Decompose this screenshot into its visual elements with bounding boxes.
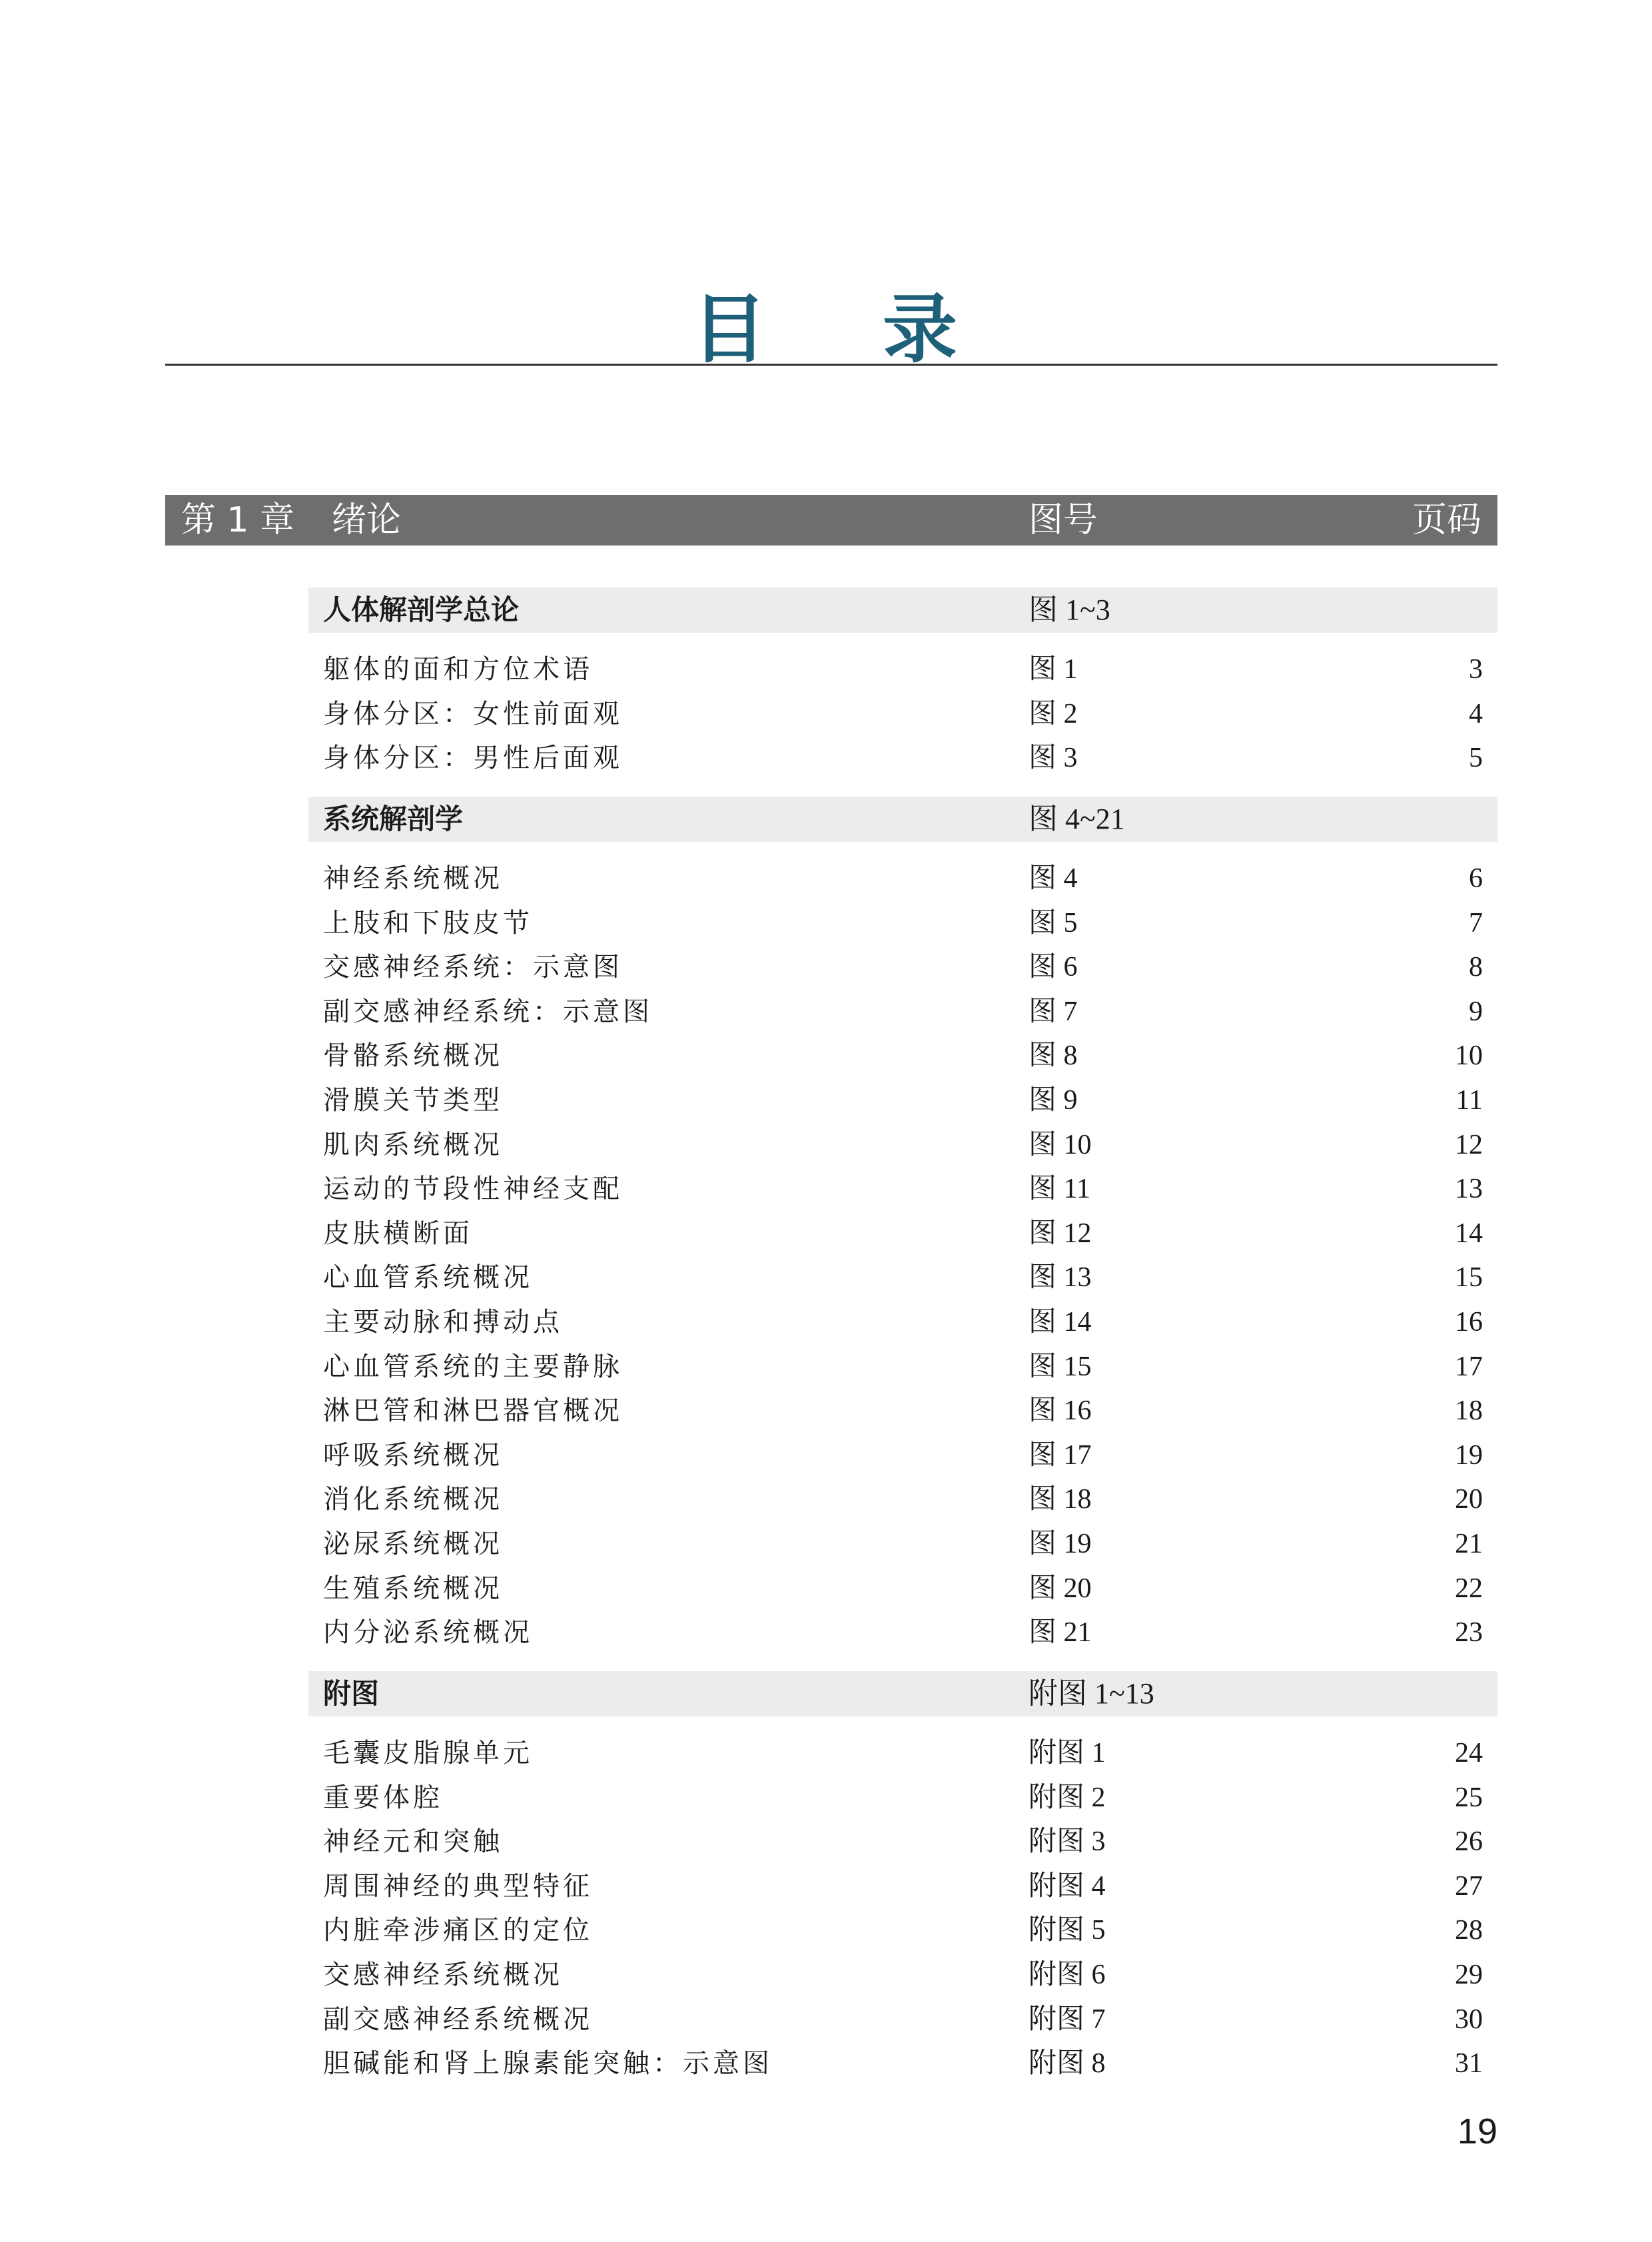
toc-entry[interactable] (308, 1300, 1497, 1344)
entry-page-number: 9 (1469, 996, 1483, 1027)
section-figure-range: 图 1~3 (1029, 593, 1110, 626)
entry-page-number: 7 (1469, 908, 1483, 938)
entry-figure-number: 图 9 (1029, 1085, 1078, 1116)
toc-entry[interactable] (308, 1345, 1497, 1389)
entry-page-number: 21 (1455, 1529, 1483, 1559)
entry-figure-number: 图 19 (1029, 1529, 1092, 1559)
entry-page-number: 29 (1455, 1960, 1483, 1990)
entry-page-number: 18 (1455, 1395, 1483, 1426)
toc-entry[interactable] (308, 1212, 1497, 1256)
entry-page-number: 30 (1455, 2004, 1483, 2035)
entry-title: 神经元和突触 (323, 1826, 503, 1857)
toc-entry[interactable] (308, 1820, 1497, 1864)
toc-entry[interactable] (308, 857, 1497, 901)
entry-title: 呼吸系统概况 (323, 1440, 503, 1471)
entry-page-number: 13 (1455, 1174, 1483, 1204)
title-char-2: 录 (883, 286, 960, 373)
page-column-header: 页码 (1412, 500, 1481, 540)
toc-entry[interactable] (308, 2042, 1497, 2085)
entry-title: 毛囊皮脂腺单元 (323, 1738, 533, 1768)
chapter-number: 第 1 章 (181, 500, 295, 540)
entry-title: 内脏牵涉痛区的定位 (323, 1915, 593, 1946)
entry-figure-number: 图 4 (1029, 863, 1078, 894)
entry-figure-number: 图 11 (1029, 1174, 1090, 1204)
toc-entry[interactable] (308, 736, 1497, 780)
entry-title: 骨骼系统概况 (323, 1040, 503, 1071)
entry-figure-number: 附图 1 (1029, 1738, 1106, 1768)
entry-page-number: 22 (1455, 1573, 1483, 1604)
entry-page-number: 15 (1455, 1262, 1483, 1293)
toc-entry[interactable] (308, 692, 1497, 736)
section-figure-range: 附图 1~13 (1029, 1677, 1154, 1710)
entry-figure-number: 图 13 (1029, 1262, 1092, 1293)
toc-entry[interactable] (308, 1998, 1497, 2042)
entry-figure-number: 图 6 (1029, 952, 1078, 982)
section-header (308, 797, 1497, 842)
entry-figure-number: 图 1 (1029, 654, 1078, 685)
entry-title: 身体分区：男性后面观 (323, 743, 623, 773)
entry-figure-number: 图 14 (1029, 1307, 1092, 1337)
entry-figure-number: 附图 6 (1029, 1960, 1106, 1990)
entry-title: 滑膜关节类型 (323, 1085, 503, 1116)
toc-entry[interactable] (308, 1078, 1497, 1122)
section-figure-range: 图 4~21 (1029, 803, 1125, 835)
title-char-1: 目 (692, 286, 769, 373)
entry-figure-number: 附图 4 (1029, 1871, 1106, 1902)
entry-figure-number: 图 8 (1029, 1040, 1078, 1071)
entry-page-number: 14 (1455, 1218, 1483, 1249)
toc-entry[interactable] (308, 1864, 1497, 1908)
section-title: 人体解剖学总论 (323, 593, 520, 626)
entry-title: 躯体的面和方位术语 (323, 654, 593, 685)
entry-page-number: 17 (1455, 1351, 1483, 1382)
entry-figure-number: 图 15 (1029, 1351, 1092, 1382)
entry-page-number: 16 (1455, 1307, 1483, 1337)
entry-figure-number: 附图 3 (1029, 1826, 1106, 1857)
entry-title: 心血管系统概况 (323, 1262, 533, 1293)
entry-title: 副交感神经系统概况 (323, 2004, 593, 2035)
entry-figure-number: 图 5 (1029, 908, 1078, 938)
entry-title: 皮肤横断面 (323, 1218, 473, 1249)
toc-entry[interactable] (308, 1477, 1497, 1521)
entry-figure-number: 图 16 (1029, 1395, 1092, 1426)
entry-figure-number: 附图 5 (1029, 1915, 1106, 1946)
entry-page-number: 11 (1455, 1085, 1483, 1116)
entry-figure-number: 附图 2 (1029, 1782, 1106, 1813)
entry-page-number: 12 (1455, 1130, 1483, 1160)
title-underline (165, 364, 1497, 366)
toc-entry[interactable] (308, 1034, 1497, 1078)
entry-title: 重要体腔 (323, 1782, 443, 1813)
toc-entry[interactable] (308, 1776, 1497, 1820)
toc-entry[interactable] (308, 1522, 1497, 1566)
entry-figure-number: 图 10 (1029, 1130, 1092, 1160)
entry-figure-number: 图 2 (1029, 699, 1078, 729)
section-header (308, 587, 1497, 633)
entry-figure-number: 图 3 (1029, 743, 1078, 773)
entry-page-number: 3 (1469, 654, 1483, 685)
entry-figure-number: 图 18 (1029, 1484, 1092, 1515)
toc-entry[interactable] (308, 990, 1497, 1034)
toc-entry[interactable] (308, 1953, 1497, 1997)
entry-title: 消化系统概况 (323, 1484, 503, 1515)
chapter-title: 绪论 (332, 500, 402, 540)
entry-title: 主要动脉和搏动点 (323, 1307, 563, 1337)
entry-page-number: 31 (1455, 2048, 1483, 2079)
entry-title: 神经系统概况 (323, 863, 503, 894)
section-header (308, 1671, 1497, 1716)
entry-page-number: 27 (1455, 1871, 1483, 1902)
entry-figure-number: 图 20 (1029, 1573, 1092, 1604)
figure-column-header: 图号 (1029, 500, 1098, 540)
chapter-header-bar (165, 495, 1497, 546)
entry-title: 胆碱能和肾上腺素能突触：示意图 (323, 2048, 773, 2079)
entry-title: 内分泌系统概况 (323, 1617, 533, 1648)
page-title (0, 280, 1652, 373)
entry-page-number: 23 (1455, 1617, 1483, 1648)
section-title: 附图 (323, 1677, 380, 1710)
entry-title: 副交感神经系统：示意图 (323, 996, 653, 1027)
entry-page-number: 28 (1455, 1915, 1483, 1946)
entry-title: 泌尿系统概况 (323, 1529, 503, 1559)
entry-title: 肌肉系统概况 (323, 1130, 503, 1160)
entry-page-number: 25 (1455, 1782, 1483, 1813)
toc-entry[interactable] (308, 901, 1497, 945)
entry-title: 运动的节段性神经支配 (323, 1174, 623, 1204)
entry-page-number: 6 (1469, 863, 1483, 894)
entry-title: 周围神经的典型特征 (323, 1871, 593, 1902)
toc-entry[interactable] (308, 1908, 1497, 1952)
entry-page-number: 10 (1455, 1040, 1483, 1071)
page-number: 19 (1457, 2111, 1497, 2151)
entry-page-number: 19 (1455, 1440, 1483, 1471)
entry-figure-number: 图 12 (1029, 1218, 1092, 1249)
entry-title: 心血管系统的主要静脉 (323, 1351, 623, 1382)
section-title: 系统解剖学 (323, 803, 464, 835)
entry-figure-number: 图 21 (1029, 1617, 1092, 1648)
entry-title: 淋巴管和淋巴器官概况 (323, 1395, 623, 1426)
entry-page-number: 5 (1469, 743, 1483, 773)
toc-entry[interactable] (308, 1167, 1497, 1211)
entry-page-number: 4 (1469, 699, 1483, 729)
entry-page-number: 24 (1455, 1738, 1483, 1768)
toc-entry[interactable] (308, 1611, 1497, 1655)
entry-figure-number: 图 7 (1029, 996, 1078, 1027)
toc-entry[interactable] (308, 1433, 1497, 1477)
entry-page-number: 26 (1455, 1826, 1483, 1857)
entry-title: 上肢和下肢皮节 (323, 908, 533, 938)
entry-title: 交感神经系统：示意图 (323, 952, 623, 982)
toc-entry[interactable] (308, 1731, 1497, 1775)
entry-figure-number: 图 17 (1029, 1440, 1092, 1471)
toc-entry[interactable] (308, 945, 1497, 989)
toc-entry[interactable] (308, 1389, 1497, 1433)
entry-title: 交感神经系统概况 (323, 1960, 563, 1990)
entry-figure-number: 附图 8 (1029, 2048, 1106, 2079)
toc-entry[interactable] (308, 647, 1497, 691)
entry-page-number: 20 (1455, 1484, 1483, 1515)
toc-entry[interactable] (308, 1256, 1497, 1300)
entry-title: 生殖系统概况 (323, 1573, 503, 1604)
entry-figure-number: 附图 7 (1029, 2004, 1106, 2035)
entry-page-number: 8 (1469, 952, 1483, 982)
entry-title: 身体分区：女性前面观 (323, 699, 623, 729)
toc-entry[interactable] (308, 1123, 1497, 1167)
toc-entry[interactable] (308, 1567, 1497, 1611)
